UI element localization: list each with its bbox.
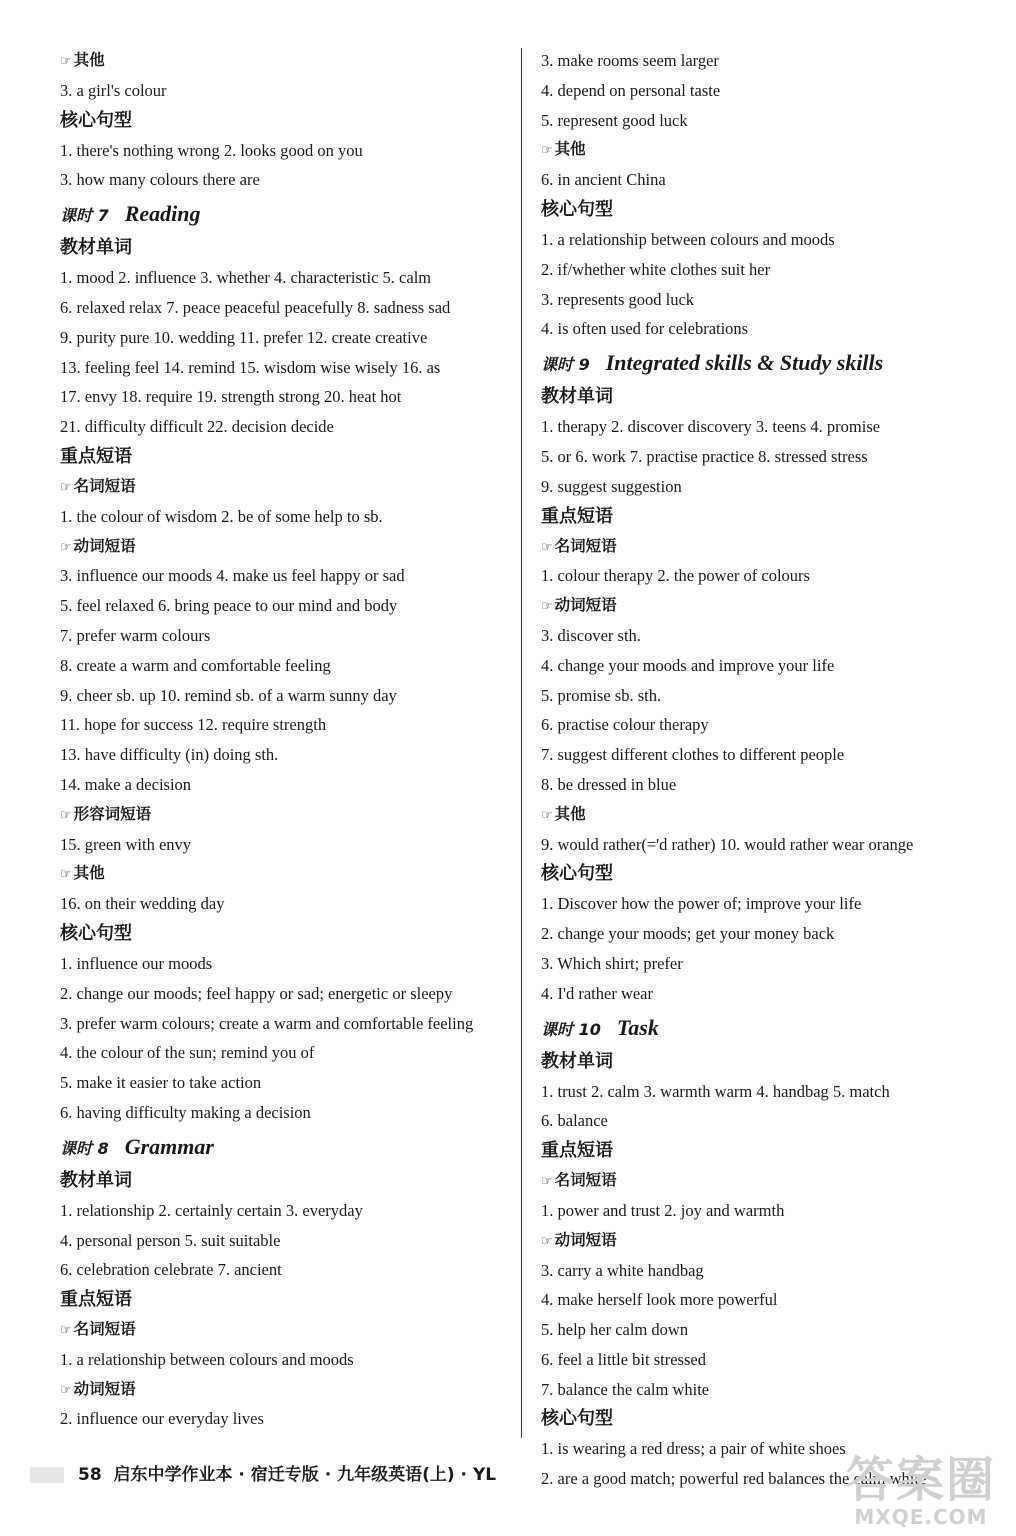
subsection-text: 动词短语 bbox=[73, 1379, 136, 1398]
section-heading: 核心句型 bbox=[60, 109, 132, 131]
pointing-hand-icon: ☞ bbox=[541, 1233, 553, 1249]
answer-line: 1. is wearing a red dress; a pair of white shoes bbox=[541, 1439, 846, 1459]
pointing-hand-icon: ☞ bbox=[60, 54, 72, 69]
answer-line: 7. balance the calm white bbox=[541, 1379, 710, 1399]
section-heading: 核心句型 bbox=[541, 198, 613, 220]
pointing-hand-icon: ☞ bbox=[60, 807, 72, 823]
lesson-heading bbox=[60, 1128, 512, 1166]
subsection-label bbox=[541, 135, 993, 165]
pointing-hand-icon: ☞ bbox=[541, 539, 553, 555]
answer-line: 3. represents good luck bbox=[541, 289, 695, 309]
subsection-label bbox=[541, 1226, 993, 1256]
subsection-text: 动词短语 bbox=[73, 536, 136, 555]
answer-line: 5. help her calm down bbox=[541, 1320, 689, 1340]
subsection-text: 其他 bbox=[554, 140, 586, 159]
answer-line: 15. green with envy bbox=[60, 834, 192, 854]
answer-line: 13. feeling feel 14. remind 15. wisdom wise wisely 16. as bbox=[60, 357, 441, 377]
answer-line: 6. celebration celebrate 7. ancient bbox=[60, 1260, 282, 1280]
answer-line: 4. depend on personal taste bbox=[541, 80, 721, 100]
subsection-label bbox=[60, 1375, 512, 1405]
answer-line: 9. purity pure 10. wedding 11. prefer 12. create creative bbox=[60, 327, 428, 347]
page-footer bbox=[30, 1462, 496, 1488]
answer-line: 5. or 6. work 7. practise practice 8. stressed stress bbox=[541, 446, 868, 466]
subsection-text: 名词短语 bbox=[73, 476, 136, 495]
answer-line: 3. discover sth. bbox=[541, 625, 641, 645]
answer-line: 4. change your moods and improve your life bbox=[541, 655, 835, 675]
section-heading: 重点短语 bbox=[60, 445, 132, 467]
lesson-title: Integrated skills & Study skills bbox=[605, 350, 884, 376]
answer-line: 21. difficulty difficult 22. decision decide bbox=[60, 417, 334, 437]
answer-line: 2. are a good match; powerful red balances the calm white bbox=[541, 1469, 927, 1489]
answer-line: 1. Discover how the power of; improve your life bbox=[541, 894, 862, 914]
pointing-hand-icon: ☞ bbox=[60, 867, 72, 883]
answer-line: 7. prefer warm colours bbox=[60, 625, 211, 645]
answer-line: 2. if/whether white clothes suit her bbox=[541, 259, 771, 279]
answer-line: 2. change your moods; get your money back bbox=[541, 924, 835, 944]
answer-line: 3. Which shirt; prefer bbox=[541, 953, 683, 973]
lesson-heading bbox=[60, 195, 512, 233]
column-divider bbox=[521, 48, 522, 1438]
pointing-hand-icon: ☞ bbox=[60, 539, 72, 555]
subsection-text: 名词短语 bbox=[73, 1320, 136, 1339]
answer-line: 16. on their wedding day bbox=[60, 894, 225, 914]
answer-line: 3. how many colours there are bbox=[60, 170, 260, 190]
answer-line: 9. cheer sb. up 10. remind sb. of a warm sunny day bbox=[60, 685, 397, 705]
watermark-url: MXQE.COM bbox=[854, 1505, 988, 1529]
subsection-text: 名词短语 bbox=[554, 1171, 617, 1190]
answer-line: 4. is often used for celebrations bbox=[541, 319, 749, 339]
pointing-hand-icon: ☞ bbox=[60, 1323, 72, 1339]
lesson-number: 课时 8 bbox=[60, 1138, 109, 1158]
subsection-label bbox=[60, 859, 512, 889]
answer-line: 6. having difficulty making a decision bbox=[60, 1102, 311, 1122]
answer-line: 6. relaxed relax 7. peace peaceful peacefully 8. sadness sad bbox=[60, 297, 451, 317]
subsection-text: 其他 bbox=[73, 51, 105, 69]
lesson-heading bbox=[541, 1009, 993, 1047]
right-column bbox=[541, 46, 993, 1494]
answer-line: 6. feel a little bit stressed bbox=[541, 1349, 706, 1369]
subsection-label bbox=[60, 1315, 512, 1345]
answer-line: 11. hope for success 12. require strength bbox=[60, 715, 327, 735]
answer-line: 2. influence our everyday lives bbox=[60, 1409, 264, 1429]
answer-line: 2. change our moods; feel happy or sad; energetic or sleepy bbox=[60, 983, 453, 1003]
section-heading: 核心句型 bbox=[541, 1408, 613, 1430]
subsection-text: 名词短语 bbox=[554, 536, 617, 555]
answer-line: 4. the colour of the sun; remind you of bbox=[60, 1043, 315, 1063]
subsection-label bbox=[60, 532, 512, 562]
answer-line: 1. the colour of wisdom 2. be of some help to sb. bbox=[60, 506, 383, 526]
subsection-label bbox=[60, 800, 512, 830]
subsection-label bbox=[541, 800, 993, 830]
pointing-hand-icon: ☞ bbox=[541, 807, 553, 823]
answer-line: 4. personal person 5. suit suitable bbox=[60, 1230, 281, 1250]
answer-line: 9. suggest suggestion bbox=[541, 476, 682, 496]
section-heading: 重点短语 bbox=[60, 1289, 132, 1311]
lesson-number: 课时 9 bbox=[541, 355, 590, 375]
watermark bbox=[846, 1454, 996, 1528]
answer-line: 1. a relationship between colours and moods bbox=[60, 1349, 354, 1369]
answer-line: 8. create a warm and comfortable feeling bbox=[60, 655, 331, 675]
answer-line: 7. suggest different clothes to different people bbox=[541, 745, 845, 765]
subsection-label bbox=[541, 532, 993, 562]
answer-line: 1. power and trust 2. joy and warmth bbox=[541, 1200, 785, 1220]
subsection-text: 其他 bbox=[73, 864, 105, 883]
answer-line: 17. envy 18. require 19. strength strong 20. heat hot bbox=[60, 387, 402, 407]
lesson-title: Task bbox=[616, 1014, 659, 1040]
answer-line: 3. prefer warm colours; create a warm and comfortable feeling bbox=[60, 1013, 474, 1033]
answer-line: 6. balance bbox=[541, 1111, 608, 1131]
answer-line: 5. feel relaxed 6. bring peace to our mind and body bbox=[60, 596, 398, 616]
subsection-text: 其他 bbox=[554, 804, 586, 823]
answer-line: 1. colour therapy 2. the power of colours bbox=[541, 566, 810, 586]
section-heading: 重点短语 bbox=[541, 1140, 613, 1162]
answer-line: 9. would rather(='d rather) 10. would rather wear orange bbox=[541, 834, 914, 854]
answer-line: 1. therapy 2. discover discovery 3. teens 4. promise bbox=[541, 417, 881, 437]
footer-tab-marker bbox=[30, 1467, 64, 1483]
answer-line: 4. make herself look more powerful bbox=[541, 1290, 778, 1310]
answer-line: 14. make a decision bbox=[60, 774, 192, 794]
subsection-label bbox=[60, 472, 512, 502]
section-heading: 教材单词 bbox=[541, 1050, 613, 1072]
subsection-text: 动词短语 bbox=[554, 1230, 617, 1249]
answer-line: 1. mood 2. influence 3. whether 4. characteristic 5. calm bbox=[60, 268, 432, 288]
pointing-hand-icon: ☞ bbox=[541, 143, 553, 159]
subsection-text: 形容词短语 bbox=[73, 804, 152, 823]
answer-line: 5. promise sb. sth. bbox=[541, 685, 662, 705]
answer-line: 3. influence our moods 4. make us feel happy or sad bbox=[60, 566, 405, 586]
section-heading: 教材单词 bbox=[60, 237, 132, 259]
answer-line: 6. in ancient China bbox=[541, 170, 666, 190]
answer-line: 3. make rooms seem larger bbox=[541, 51, 719, 70]
pointing-hand-icon: ☞ bbox=[60, 1382, 72, 1398]
section-heading: 教材单词 bbox=[541, 386, 613, 408]
answer-line: 1. there's nothing wrong 2. looks good on you bbox=[60, 140, 363, 160]
subsection-text: 动词短语 bbox=[554, 596, 617, 615]
lesson-title: Reading bbox=[124, 201, 201, 227]
answer-line: 1. a relationship between colours and moods bbox=[541, 229, 835, 249]
book-title: 启东中学作业本 · 宿迁专版 · 九年级英语(上) · YL bbox=[113, 1465, 497, 1485]
answer-line: 5. represent good luck bbox=[541, 110, 688, 130]
lesson-heading bbox=[541, 344, 993, 382]
subsection-label bbox=[60, 46, 512, 76]
pointing-hand-icon: ☞ bbox=[541, 599, 553, 615]
lesson-number: 课时 7 bbox=[60, 206, 109, 226]
answer-line: 1. influence our moods bbox=[60, 953, 213, 973]
answer-line: 3. a girl's colour bbox=[60, 80, 167, 100]
answer-line: 1. relationship 2. certainly certain 3. everyday bbox=[60, 1200, 363, 1220]
left-column bbox=[60, 46, 512, 1434]
subsection-label bbox=[541, 591, 993, 621]
pointing-hand-icon: ☞ bbox=[541, 1174, 553, 1190]
lesson-title: Grammar bbox=[124, 1133, 214, 1159]
section-heading: 核心句型 bbox=[541, 863, 613, 885]
section-heading: 重点短语 bbox=[541, 505, 613, 527]
answer-line: 5. make it easier to take action bbox=[60, 1073, 262, 1093]
answer-line: 13. have difficulty (in) doing sth. bbox=[60, 745, 279, 765]
subsection-label bbox=[541, 1166, 993, 1196]
answer-line: 4. I'd rather wear bbox=[541, 983, 653, 1003]
section-heading: 核心句型 bbox=[60, 922, 132, 944]
pointing-hand-icon: ☞ bbox=[60, 479, 72, 495]
answer-line: 8. be dressed in blue bbox=[541, 774, 677, 794]
watermark-logo: 答案圈 bbox=[845, 1452, 996, 1508]
section-heading: 教材单词 bbox=[60, 1169, 132, 1191]
answer-line: 1. trust 2. calm 3. warmth warm 4. handbag 5. match bbox=[541, 1081, 890, 1101]
lesson-number: 课时 10 bbox=[541, 1019, 601, 1039]
answer-line: 6. practise colour therapy bbox=[541, 715, 709, 735]
page-number: 58 bbox=[78, 1465, 102, 1485]
answer-line: 3. carry a white handbag bbox=[541, 1260, 704, 1280]
